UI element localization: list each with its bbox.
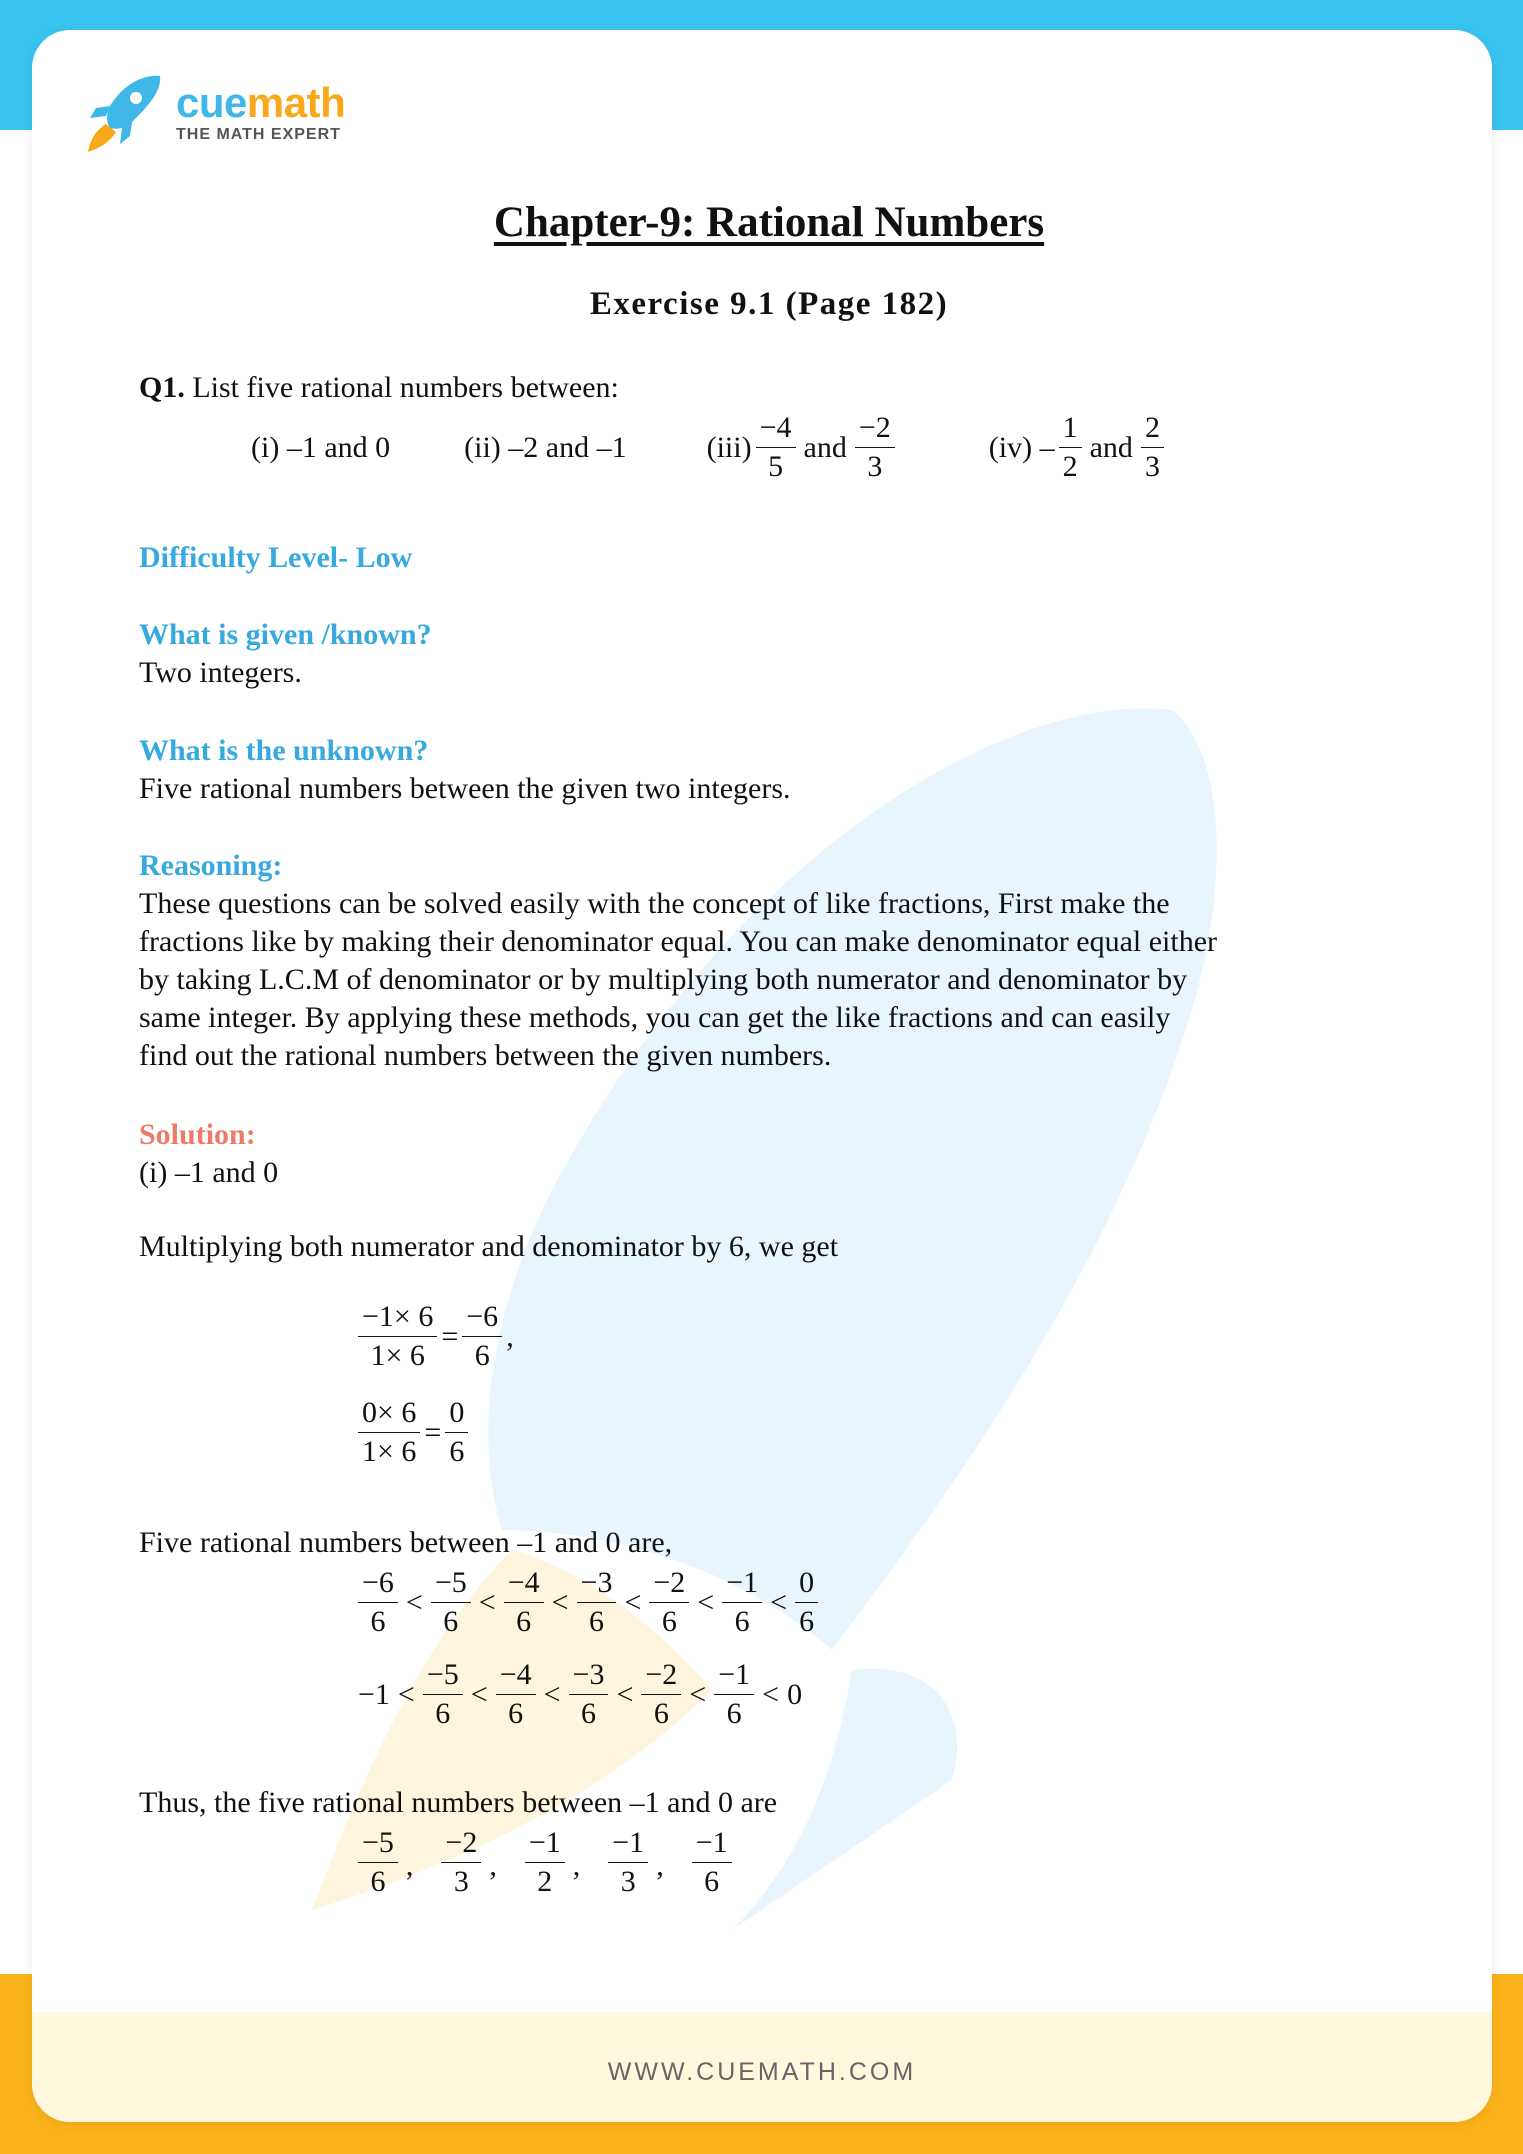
solution-step-2: Five rational numbers between –1 and 0 are, bbox=[139, 1526, 673, 1559]
less-than-sign: < bbox=[405, 1585, 423, 1619]
less-than-sign: < bbox=[397, 1677, 415, 1711]
fraction-denominator: 6 bbox=[474, 1339, 490, 1372]
solution-part-label: (i) –1 and 0 bbox=[139, 1156, 279, 1189]
fraction bbox=[855, 411, 895, 484]
fraction bbox=[756, 411, 796, 484]
reasoning-paragraph bbox=[139, 885, 1399, 1075]
comma: , bbox=[572, 1849, 581, 1882]
less-than-sign: < bbox=[470, 1677, 488, 1711]
less-than-sign: < bbox=[551, 1585, 569, 1619]
chain-start-value: −1 bbox=[358, 1677, 390, 1711]
fraction-denominator: 6 bbox=[516, 1605, 532, 1638]
equation-2 bbox=[354, 1396, 472, 1469]
logo-wordmark bbox=[176, 79, 346, 126]
logo-wordmark-math: math bbox=[246, 79, 346, 126]
reasoning-line: by taking L.C.M of denominator or by multiplying both numerator and denominator by bbox=[139, 963, 1188, 996]
fraction-denominator: 6 bbox=[588, 1605, 604, 1638]
fraction-numerator: −1 bbox=[608, 1826, 648, 1863]
fraction-numerator: −4 bbox=[504, 1566, 544, 1603]
reasoning-line: fractions like by making their denominator equal. You can make denominator equal either bbox=[139, 925, 1218, 958]
fraction-numerator: −2 bbox=[855, 411, 895, 448]
fraction-denominator: 6 bbox=[726, 1697, 742, 1730]
fraction bbox=[1059, 411, 1082, 484]
fraction bbox=[358, 1396, 420, 1469]
less-than-sign: < bbox=[697, 1585, 715, 1619]
fraction-numerator: −5 bbox=[431, 1566, 471, 1603]
answer-fractions bbox=[354, 1826, 736, 1899]
unknown-text: Five rational numbers between the given two integers. bbox=[139, 772, 791, 805]
solution-step-1: Multiplying both numerator and denominator by 6, we get bbox=[139, 1230, 839, 1263]
fraction-numerator: −1 bbox=[714, 1658, 754, 1695]
fraction bbox=[649, 1566, 689, 1639]
part-iii-label: (iii) bbox=[706, 430, 752, 464]
solution-step-3: Thus, the five rational numbers between –1 and 0 are bbox=[139, 1786, 778, 1819]
fraction-numerator: −4 bbox=[496, 1658, 536, 1695]
part-iv-label: (iv) – bbox=[988, 430, 1055, 464]
question-label: Q1. bbox=[139, 371, 185, 404]
fraction-denominator: 6 bbox=[661, 1605, 677, 1638]
fraction-numerator: −1× 6 bbox=[358, 1300, 437, 1337]
fraction-denominator: 2 bbox=[537, 1865, 553, 1898]
given-heading: What is given /known? bbox=[139, 618, 432, 651]
fraction-numerator: −2 bbox=[441, 1826, 481, 1863]
difficulty-level: Difficulty Level- Low bbox=[139, 541, 413, 574]
fraction bbox=[692, 1826, 732, 1899]
less-than-sign: < bbox=[478, 1585, 496, 1619]
fraction-denominator: 1× 6 bbox=[370, 1339, 425, 1372]
fraction bbox=[358, 1566, 398, 1639]
fraction-numerator: −6 bbox=[358, 1566, 398, 1603]
reasoning-line: find out the rational numbers between the given numbers. bbox=[139, 1039, 832, 1072]
fraction-numerator: 0× 6 bbox=[358, 1396, 420, 1433]
fraction bbox=[1141, 411, 1164, 484]
fraction-numerator: −1 bbox=[525, 1826, 565, 1863]
fraction-denominator: 2 bbox=[1062, 450, 1078, 483]
inequality-chain-2 bbox=[354, 1658, 806, 1731]
fraction-denominator: 5 bbox=[768, 450, 784, 483]
fraction-denominator: 6 bbox=[370, 1605, 386, 1638]
part-ii: (ii) –2 and –1 bbox=[464, 430, 627, 464]
comma: , bbox=[405, 1849, 414, 1882]
page-title: Chapter-9: Rational Numbers bbox=[493, 199, 1045, 246]
fraction-denominator: 6 bbox=[653, 1697, 669, 1730]
fraction-numerator: −4 bbox=[756, 411, 796, 448]
fraction-denominator: 3 bbox=[453, 1865, 469, 1898]
fraction-numerator: −5 bbox=[423, 1658, 463, 1695]
equation-1 bbox=[354, 1300, 514, 1373]
fraction-denominator: 3 bbox=[867, 450, 883, 483]
less-than-sign: < bbox=[762, 1677, 780, 1711]
fraction bbox=[577, 1566, 617, 1639]
fraction-numerator: −5 bbox=[358, 1826, 398, 1863]
logo-wordmark-cue: cue bbox=[176, 79, 247, 126]
fraction bbox=[431, 1566, 471, 1639]
and-word: and bbox=[1089, 430, 1133, 464]
given-text: Two integers. bbox=[139, 656, 302, 689]
unknown-heading: What is the unknown? bbox=[139, 734, 429, 767]
less-than-sign: < bbox=[543, 1677, 561, 1711]
exercise-subtitle: Exercise 9.1 (Page 182) bbox=[589, 286, 949, 322]
comma: , bbox=[489, 1849, 497, 1882]
reasoning-line: These questions can be solved easily with the concept of like fractions, First make the bbox=[139, 887, 1170, 920]
comma: , bbox=[656, 1849, 664, 1882]
fraction-denominator: 6 bbox=[704, 1865, 720, 1898]
fraction-denominator: 3 bbox=[1144, 450, 1160, 483]
fraction-denominator: 1× 6 bbox=[362, 1435, 417, 1468]
equals-sign: = bbox=[441, 1319, 459, 1353]
fraction bbox=[441, 1826, 481, 1899]
fraction bbox=[358, 1826, 398, 1899]
fraction-denominator: 6 bbox=[370, 1865, 386, 1898]
fraction-denominator: 6 bbox=[443, 1605, 459, 1638]
fraction-denominator: 6 bbox=[449, 1435, 465, 1468]
fraction-numerator: 0 bbox=[795, 1566, 818, 1603]
fraction-denominator: 3 bbox=[620, 1865, 636, 1898]
fraction bbox=[496, 1658, 536, 1731]
fraction bbox=[608, 1826, 648, 1899]
question-parts bbox=[251, 411, 1168, 484]
fraction-denominator: 6 bbox=[435, 1697, 451, 1730]
fraction bbox=[462, 1300, 502, 1373]
cuemath-logo bbox=[84, 72, 345, 154]
footer-url: WWW.CUEMATH.COM bbox=[607, 2058, 917, 2086]
fraction bbox=[423, 1658, 463, 1731]
less-than-sign: < bbox=[689, 1677, 707, 1711]
fraction bbox=[641, 1658, 681, 1731]
reasoning-line: same integer. By applying these methods, you can get the like fractions and can easily bbox=[139, 1001, 1171, 1034]
fraction-numerator: −6 bbox=[462, 1300, 502, 1337]
inequality-chain-1 bbox=[354, 1566, 822, 1639]
fraction-numerator: −1 bbox=[722, 1566, 762, 1603]
fraction-numerator: −1 bbox=[692, 1826, 732, 1863]
fraction bbox=[714, 1658, 754, 1731]
fraction bbox=[569, 1658, 609, 1731]
fraction bbox=[795, 1566, 818, 1639]
fraction-numerator: −3 bbox=[569, 1658, 609, 1695]
fraction-denominator: 6 bbox=[799, 1605, 815, 1638]
fraction bbox=[722, 1566, 762, 1639]
chain-end-value: 0 bbox=[787, 1677, 803, 1711]
equals-sign: = bbox=[424, 1415, 442, 1449]
fraction-numerator: 2 bbox=[1141, 411, 1164, 448]
fraction-numerator: −3 bbox=[577, 1566, 617, 1603]
question-line bbox=[139, 369, 1399, 407]
fraction-denominator: 6 bbox=[734, 1605, 750, 1638]
fraction-denominator: 6 bbox=[508, 1697, 524, 1730]
reasoning-heading: Reasoning: bbox=[139, 849, 283, 882]
part-i: (i) –1 and 0 bbox=[251, 430, 391, 464]
fraction-numerator: 1 bbox=[1059, 411, 1082, 448]
page-card bbox=[32, 30, 1492, 2122]
less-than-sign: < bbox=[624, 1585, 642, 1619]
and-word: and bbox=[803, 430, 847, 464]
less-than-sign: < bbox=[616, 1677, 634, 1711]
rocket-logo-icon bbox=[84, 72, 166, 154]
fraction bbox=[525, 1826, 565, 1899]
fraction-numerator: −2 bbox=[641, 1658, 681, 1695]
solution-heading: Solution: bbox=[139, 1118, 256, 1151]
question-text: List five rational numbers between: bbox=[184, 371, 619, 404]
comma: , bbox=[506, 1319, 514, 1353]
fraction-denominator: 6 bbox=[580, 1697, 596, 1730]
logo-tagline: THE MATH EXPERT bbox=[176, 126, 341, 143]
fraction-numerator: 0 bbox=[445, 1396, 468, 1433]
fraction-numerator: −2 bbox=[649, 1566, 689, 1603]
fraction bbox=[358, 1300, 437, 1373]
fraction bbox=[504, 1566, 544, 1639]
less-than-sign: < bbox=[770, 1585, 788, 1619]
fraction bbox=[445, 1396, 468, 1469]
